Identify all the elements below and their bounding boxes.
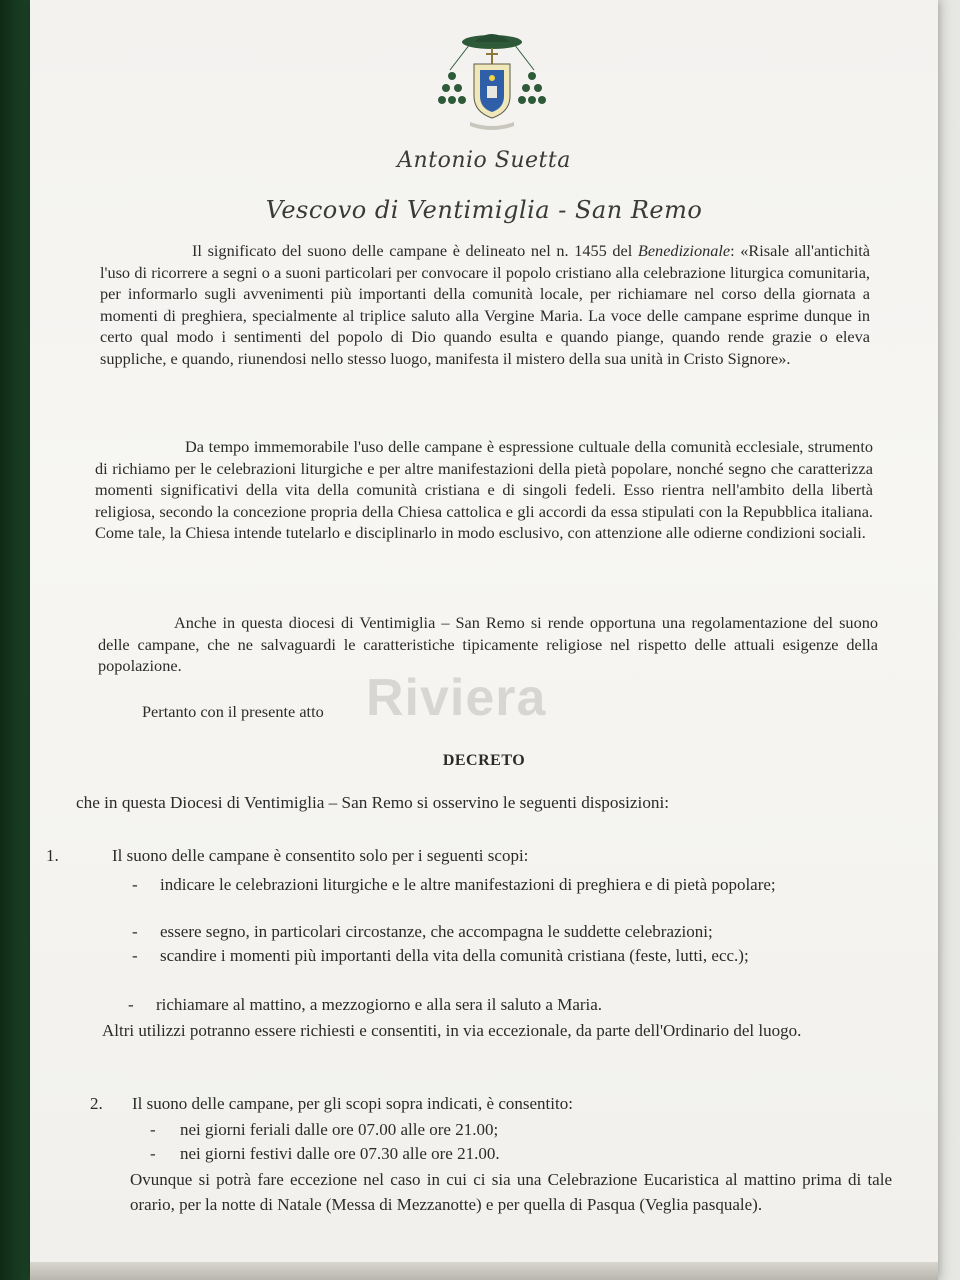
list-item-text: essere segno, in particolari circostanze, che accompagna le suddette celebrazioni;	[160, 922, 713, 941]
bullet-dash: -	[132, 875, 138, 894]
list-item	[132, 920, 882, 944]
paragraph-text: : «Risale all'antichità l'uso di ricorrere a segni o a suoni particolari per convocare il popolo cristiano alla celebrazione liturgica comunitaria, per informarlo sugli avvenimenti più importanti della comunità locale, per richiamare nel corso della giornata a momenti di preghiera, specialmente al triplice saluto alla Vergine Maria. La voce delle campane esprime dunque in certo qual modo i sentimenti del popolo di Dio quando esulta e quando piange, quando rende grazie o eleva suppliche, e quando, riunendosi nello stesso luogo, manifesta il mistero della sua unità in Cristo Signore».	[100, 241, 870, 368]
bullet-dash: -	[132, 946, 138, 965]
item-note: Altri utilizzi potranno essere richiesti e consentiti, in via eccezionale, da parte dell'Ordinario del luogo.	[102, 1021, 802, 1040]
item-number: 1.	[46, 846, 59, 865]
paragraph-pertanto: Pertanto con il presente atto	[142, 702, 324, 721]
list-item-text: indicare le celebrazioni liturgiche e le altre manifestazioni di preghiera e di pietà popolare;	[160, 875, 776, 894]
list-item	[150, 1142, 790, 1166]
bishop-name: Antonio Suetta	[397, 148, 571, 173]
bullet-dash: -	[150, 1144, 156, 1163]
list-item-text: scandire i momenti più importanti della vita della comunità cristiana (feste, lutti, ecc.);	[160, 946, 749, 965]
list-item	[150, 1118, 790, 1142]
item-lead: Il suono delle campane è consentito solo per i seguenti scopi:	[112, 846, 529, 865]
item-lead: Il suono delle campane, per gli scopi sopra indicati, è consentito:	[132, 1094, 573, 1113]
paragraph-regulation: Anche in questa diocesi di Ventimiglia – San Remo si rende opportuna una regolamentazione del suono delle campane, che ne salvaguardi le caratteristiche tipicamente religiose nel rispetto delle attuali esigenze della popolazione.	[98, 613, 878, 676]
item-number: 2.	[90, 1094, 103, 1113]
list-item-text: nei giorni feriali dalle ore 07.00 alle ore 21.00;	[180, 1120, 499, 1139]
paragraph-benedizionale	[100, 240, 870, 370]
paragraph-text: Il significato del suono delle campane è delineato nel n. 1455 del	[192, 241, 638, 260]
list-item	[128, 993, 868, 1017]
book-title: Benedizionale	[637, 241, 731, 260]
watermark-logo: Riviera	[366, 669, 547, 727]
document-page	[30, 0, 938, 1280]
paragraph-tradition: Da tempo immemorabile l'uso delle campane è espressione cultuale della comunità ecclesiale, strumento di richiamo per le celebrazioni liturgiche e per altre manifestazioni della pietà popolare, nonché segno che caratterizza momenti significativi della vita della comunità cristiana e di singoli fedeli. Esso rientra nell'ambito della libertà religiosa, secondo la concezione propria della Chiesa cattolica e gli accordi da essa stipulati con la Repubblica italiana. Come tale, la Chiesa intende tutelarlo e disciplinarlo in modo esclusivo, con attenzione alle odierne condizioni sociali.	[95, 437, 873, 543]
bullet-dash: -	[150, 1120, 156, 1139]
decree-heading: DECRETO	[442, 752, 526, 769]
bishop-title: Vescovo di Ventimiglia - San Remo	[265, 196, 703, 224]
list-item	[132, 944, 872, 994]
item-note: Ovunque si potrà fare eccezione nel caso in cui ci sia una Celebrazione Eucaristica al mattino prima di tale orario, per la notte di Natale (Messa di Mezzanotte) e per quella di Pasqua (Veglia pasquale).	[130, 1170, 892, 1214]
page-bottom-edge	[30, 1262, 938, 1280]
bullet-dash: -	[128, 995, 134, 1014]
bullet-dash: -	[132, 922, 138, 941]
list-item-text: richiamare al mattino, a mezzogiorno e alla sera il saluto a Maria.	[156, 995, 603, 1014]
list-item-text: nei giorni festivi dalle ore 07.30 alle ore 21.00.	[180, 1144, 500, 1163]
list-item	[132, 873, 872, 923]
episcopal-coat-of-arms-icon	[430, 30, 554, 134]
decree-intro: che in questa Diocesi di Ventimiglia – San Remo si osservino le seguenti disposizioni:	[76, 793, 670, 812]
